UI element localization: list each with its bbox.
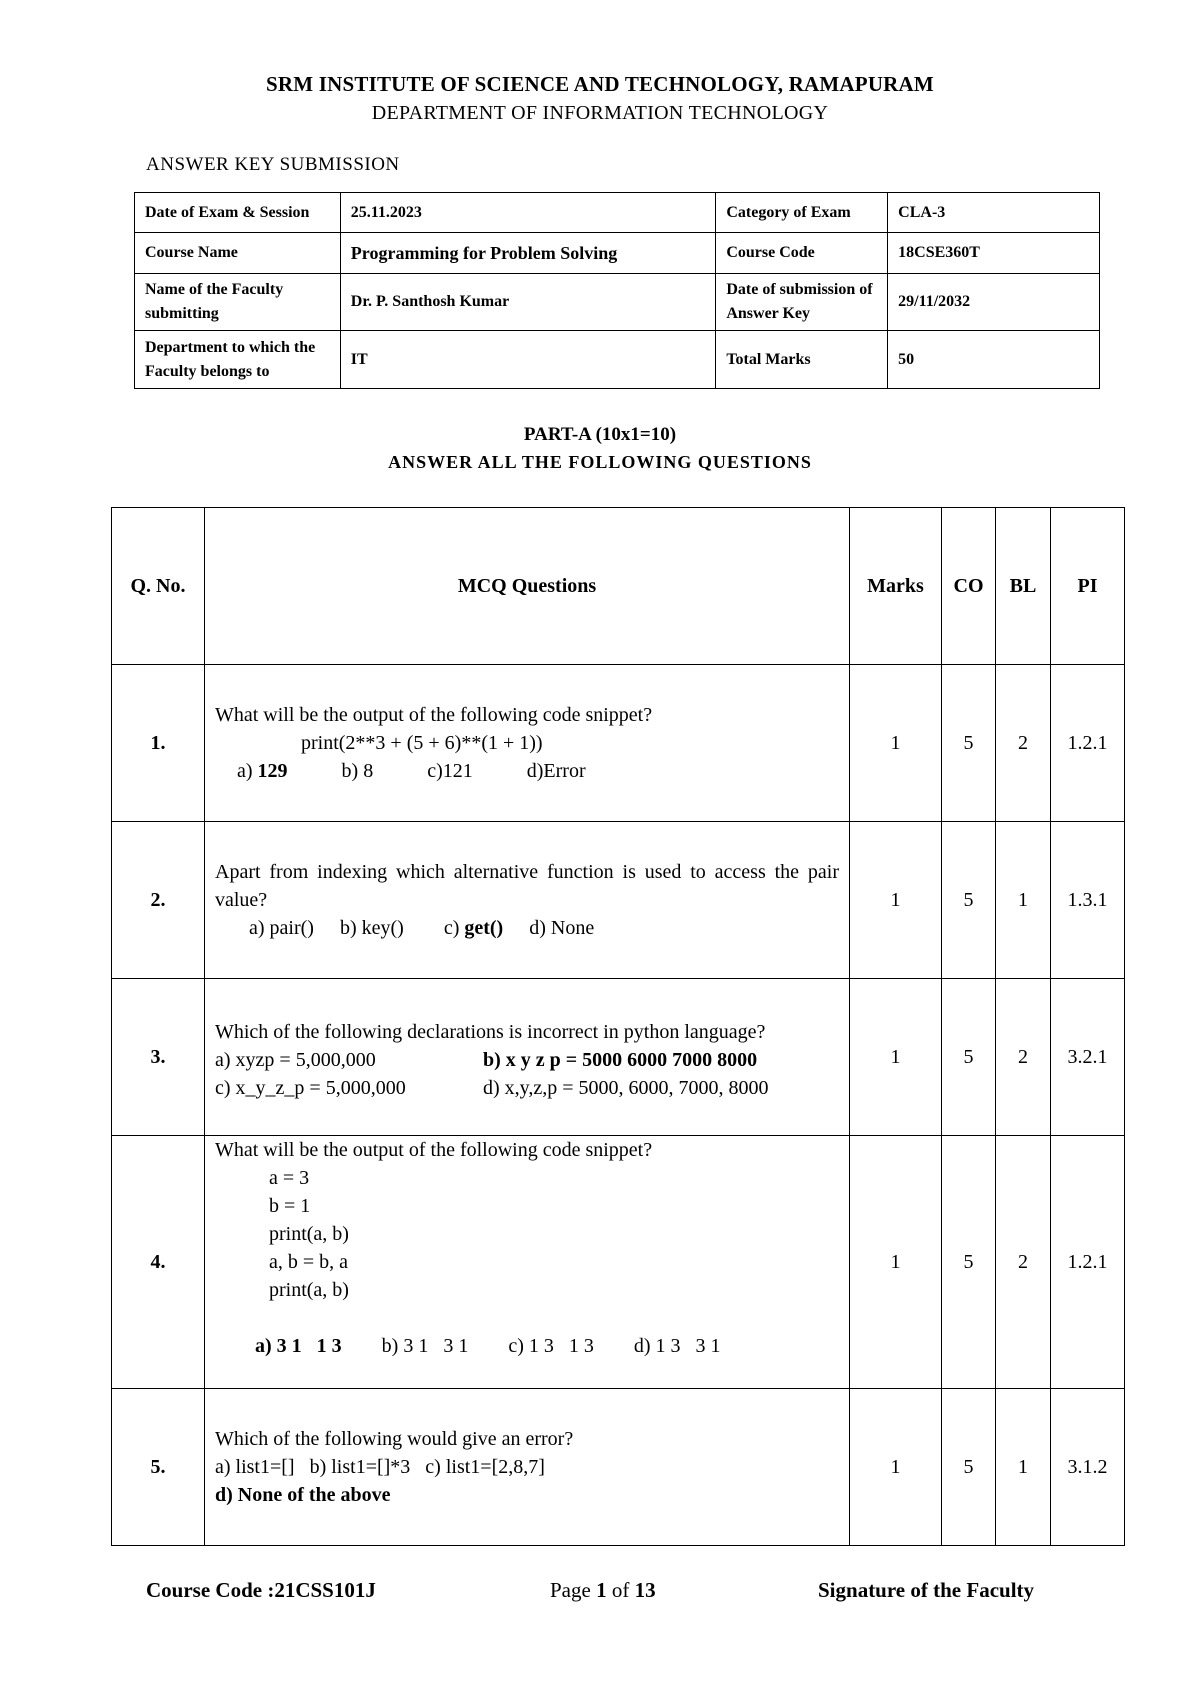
- date-label: Date of Exam & Session: [135, 193, 341, 233]
- question-stem: Which of the following would give an error?: [215, 1428, 574, 1450]
- page-number: [550, 1578, 656, 1603]
- option-prefix: a): [237, 760, 258, 782]
- question-stem: What will be the output of the following code snippet?: [215, 704, 653, 726]
- total-marks-label: Total Marks: [716, 331, 888, 389]
- co-cell: 5: [942, 979, 996, 1136]
- marks-cell: 1: [850, 665, 942, 822]
- option: a) pair(): [249, 917, 314, 939]
- option: c) 1 3 1 3: [508, 1335, 594, 1357]
- code-line: a = 3: [269, 1167, 310, 1189]
- exam-info-table: [134, 192, 1100, 389]
- option: d)Error: [526, 760, 586, 782]
- page-of: of: [606, 1578, 635, 1602]
- answer-option: 129: [257, 760, 288, 782]
- table-row: [112, 979, 1125, 1136]
- total-marks-value: 50: [888, 331, 1100, 389]
- question-number: 1.: [112, 665, 205, 822]
- faculty-signature-label: Signature of the Faculty: [818, 1578, 1035, 1602]
- category-label: Category of Exam: [716, 193, 888, 233]
- marks-cell: 1: [850, 1136, 942, 1389]
- question-number: 3.: [112, 979, 205, 1136]
- header-pi: PI: [1051, 508, 1125, 665]
- header-bl: BL: [996, 508, 1051, 665]
- answer-option: a) 3 1 1 3: [255, 1335, 342, 1357]
- bl-cell: 2: [996, 979, 1051, 1136]
- options-line: a) list1=[] b) list1=[]*3 c) list1=[2,8,7]: [215, 1456, 545, 1478]
- question-number: 2.: [112, 822, 205, 979]
- marks-cell: 1: [850, 979, 942, 1136]
- pi-cell: 1.2.1: [1051, 665, 1125, 822]
- department-label: Department to which the Faculty belongs to: [135, 331, 341, 389]
- question-text: [205, 822, 850, 979]
- option: a) xyzp = 5,000,000: [215, 1049, 376, 1071]
- header-co: CO: [942, 508, 996, 665]
- code-line: print(a, b): [269, 1279, 349, 1301]
- marks-cell: 1: [850, 822, 942, 979]
- faculty-value: Dr. P. Santhosh Kumar: [340, 274, 716, 331]
- answer-option: d) None of the above: [215, 1484, 391, 1506]
- course-name-value: Programming for Problem Solving: [340, 233, 716, 274]
- course-code-label: Course Code: [716, 233, 888, 274]
- course-name-label: Course Name: [135, 233, 341, 274]
- question-text: [205, 1389, 850, 1546]
- submission-value: 29/11/2032: [888, 274, 1100, 331]
- table-header-row: [112, 508, 1125, 665]
- department-name: DEPARTMENT OF INFORMATION TECHNOLOGY: [371, 102, 829, 124]
- bl-cell: 1: [996, 822, 1051, 979]
- question-text: [205, 1136, 850, 1389]
- option: d) 1 3 3 1: [633, 1335, 721, 1357]
- options-line: [215, 1304, 839, 1388]
- options-line: [215, 1046, 839, 1074]
- code-line: print(a, b): [269, 1223, 349, 1245]
- pi-cell: 3.2.1: [1051, 979, 1125, 1136]
- question-text: [205, 979, 850, 1136]
- co-cell: 5: [942, 1389, 996, 1546]
- option: c)121: [427, 760, 473, 782]
- option: d) x,y,z,p = 5000, 6000, 7000, 8000: [483, 1077, 769, 1099]
- header-marks: Marks: [850, 508, 942, 665]
- code-line: a, b = b, a: [269, 1251, 349, 1273]
- pi-cell: 3.1.2: [1051, 1389, 1125, 1546]
- category-value: CLA-3: [888, 193, 1100, 233]
- question-stem: What will be the output of the following code snippet?: [215, 1139, 653, 1161]
- co-cell: 5: [942, 665, 996, 822]
- pi-cell: 1.2.1: [1051, 1136, 1125, 1389]
- part-instruction: ANSWER ALL THE FOLLOWING QUESTIONS: [388, 452, 812, 472]
- questions-table: [111, 507, 1125, 1546]
- table-row: [112, 822, 1125, 979]
- institution-name: SRM INSTITUTE OF SCIENCE AND TECHNOLOGY, RAMAPURAM: [266, 72, 934, 96]
- option-prefix: c): [443, 917, 465, 939]
- options-line: [215, 1481, 839, 1509]
- bl-cell: 2: [996, 1136, 1051, 1389]
- info-row: [135, 193, 1100, 233]
- option: c) x_y_z_p = 5,000,000: [215, 1077, 406, 1099]
- option: b) 3 1 3 1: [381, 1335, 469, 1357]
- question-number: 4.: [112, 1136, 205, 1389]
- bl-cell: 2: [996, 665, 1051, 822]
- date-value: 25.11.2023: [340, 193, 716, 233]
- options-line: [215, 914, 839, 942]
- page-current: 1: [596, 1578, 607, 1602]
- answer-option: get(): [464, 917, 504, 939]
- options-line: [215, 1074, 839, 1102]
- footer-course-code: Course Code :21CSS101J: [146, 1578, 376, 1602]
- header-question: MCQ Questions: [205, 508, 850, 665]
- info-row: [135, 331, 1100, 389]
- co-cell: 5: [942, 822, 996, 979]
- question-stem: Which of the following declarations is incorrect in python language?: [215, 1021, 766, 1043]
- header-qno: Q. No.: [112, 508, 205, 665]
- options-line: [215, 757, 839, 785]
- co-cell: 5: [942, 1136, 996, 1389]
- table-row: [112, 1389, 1125, 1546]
- info-row: [135, 233, 1100, 274]
- part-title: PART-A (10x1=10): [523, 424, 677, 445]
- question-text: [205, 665, 850, 822]
- document-subtitle: ANSWER KEY SUBMISSION: [146, 154, 400, 175]
- answer-option: b) x y z p = 5000 6000 7000 8000: [483, 1049, 758, 1071]
- table-row: [112, 665, 1125, 822]
- pi-cell: 1.3.1: [1051, 822, 1125, 979]
- info-row: [135, 274, 1100, 331]
- code-line: print(2**3 + (5 + 6)**(1 + 1)): [301, 732, 543, 754]
- option: d) None: [529, 917, 595, 939]
- page-total: 13: [634, 1578, 656, 1602]
- department-value: IT: [340, 331, 716, 389]
- submission-label: Date of submission of Answer Key: [716, 274, 888, 331]
- option: b) 8: [341, 760, 374, 782]
- marks-cell: 1: [850, 1389, 942, 1546]
- question-stem: Apart from indexing which alternative function is used to access the pair value?: [215, 861, 839, 911]
- code-line: b = 1: [269, 1195, 311, 1217]
- course-code-value: 18CSE360T: [888, 233, 1100, 274]
- option: b) key(): [339, 917, 404, 939]
- table-row: [112, 1136, 1125, 1389]
- page-prefix: Page: [550, 1578, 597, 1602]
- question-number: 5.: [112, 1389, 205, 1546]
- faculty-label: Name of the Faculty submitting: [135, 274, 341, 331]
- bl-cell: 1: [996, 1389, 1051, 1546]
